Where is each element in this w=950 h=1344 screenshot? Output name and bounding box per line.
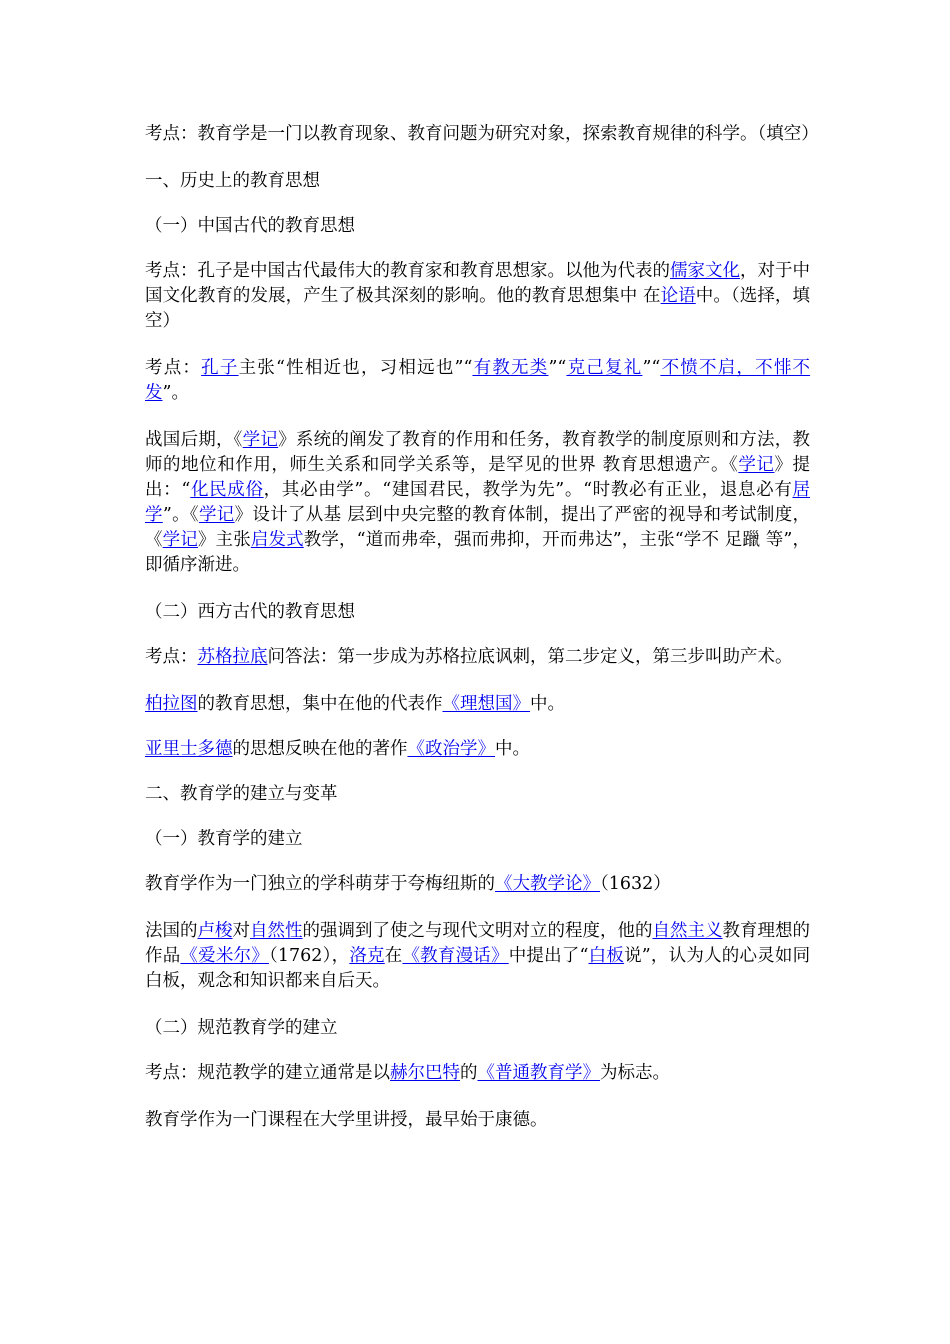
hyperlink[interactable]: 《教育漫话》: [402, 946, 509, 966]
hyperlink[interactable]: 学记: [162, 530, 198, 550]
text-run: 在: [384, 946, 403, 966]
text-run: 中提出了“: [508, 946, 589, 966]
document-page: [145, 122, 819, 1155]
text-run: （一）中国古代的教育思想: [145, 216, 355, 236]
text-run: 考点：孔子是中国古代最伟大的教育家和教育思想家。以他为代表的: [145, 261, 670, 281]
hyperlink[interactable]: 化民成俗: [190, 480, 264, 500]
text-run: ”。《: [162, 505, 199, 525]
text-run: 中。: [530, 694, 565, 714]
text-run: 教育理想的作品: [145, 921, 810, 966]
text-run: 说”，认为人的心灵如同白板，观念和知识都来自后天。: [145, 946, 811, 991]
text-run: 教育学作为一门独立的学科萌芽于夸梅纽斯的: [145, 874, 495, 894]
text-run: 的思想反映在他的著作: [232, 739, 408, 759]
hyperlink[interactable]: 《爱米尔》: [180, 946, 269, 966]
text-run: 问答法：第一步成为苏格拉底讽刺，第二步定义，第三步叫助产术。: [267, 647, 793, 667]
paragraph-confucius-views: [145, 356, 810, 406]
text-run: 中。（选择，填空）: [145, 286, 811, 331]
text-run: 的: [460, 1063, 478, 1083]
paragraph-rousseau-locke: [145, 919, 810, 994]
paragraph-kant: [145, 1108, 810, 1133]
text-run: ”“: [642, 358, 661, 378]
paragraph-comenius: [145, 872, 810, 897]
text-run: （二）规范教育学的建立: [145, 1018, 338, 1038]
text-run: 为标志。: [600, 1063, 670, 1083]
text-run: 考点：: [145, 358, 202, 378]
paragraph-confucius: [145, 259, 810, 334]
text-run: 考点：规范教学的建立通常是以: [145, 1063, 390, 1083]
text-run: 二、教育学的建立与变革: [145, 784, 338, 804]
text-run: 》提出：“: [145, 455, 811, 500]
hyperlink[interactable]: 自然性: [250, 921, 303, 941]
hyperlink[interactable]: 《理想国》: [442, 694, 530, 714]
hyperlink[interactable]: 《政治学》: [407, 739, 495, 759]
hyperlink[interactable]: 儒家文化: [670, 261, 740, 281]
section-heading-establishment: [145, 782, 810, 807]
text-run: 考点：教育学是一门以教育现象、教育问题为研究对象，探索教育规律的科学。（填空）: [145, 124, 819, 144]
text-run: 战国后期，《: [145, 430, 243, 450]
hyperlink[interactable]: 卢梭: [197, 921, 233, 941]
text-run: ，其必由学”。“建国君民，教学为先”。“时教必有正业，退息必有: [263, 480, 793, 500]
paragraph-plato: [145, 692, 810, 717]
subsection-heading-west: [145, 600, 810, 625]
hyperlink[interactable]: 学记: [242, 430, 279, 450]
hyperlink[interactable]: 启发式: [250, 530, 304, 550]
text-run: 考点：: [145, 647, 198, 667]
hyperlink[interactable]: 《大教学论》: [495, 874, 600, 894]
subsection-heading-china: [145, 214, 810, 239]
hyperlink[interactable]: 苏格拉底: [197, 647, 268, 667]
text-run: ”。: [162, 383, 189, 403]
text-run: ，对于中国文化教育的发展，产生了极其深刻的影响。他的教育思想集中 在: [145, 261, 810, 306]
paragraph-exam-point-definition: [145, 122, 819, 147]
text-run: 法国的: [145, 921, 198, 941]
hyperlink[interactable]: 赫尔巴特: [390, 1063, 460, 1083]
text-run: 》系统的阐发了教育的作用和任务，教育教学的制度原则和方法，教师的地位和作用，师生关系和同学关系等，是罕见的世界 教育思想遗产。《: [145, 430, 811, 475]
text-run: ”“: [548, 358, 567, 378]
text-run: （1762），: [268, 946, 350, 966]
section-heading-history: [145, 169, 810, 194]
hyperlink[interactable]: 自然主义: [652, 921, 723, 941]
text-run: 》设计了从基 层到中央完整的教育体制，提出了严密的视导和考试制度，《: [145, 505, 811, 550]
hyperlink[interactable]: 亚里士多德: [145, 739, 233, 759]
hyperlink[interactable]: 学记: [198, 505, 235, 525]
hyperlink[interactable]: 克己复礼: [566, 358, 643, 378]
text-run: （1632）: [600, 874, 671, 894]
subsection-heading-normative: [145, 1016, 810, 1041]
text-run: 对: [232, 921, 250, 941]
text-run: 中。: [495, 739, 530, 759]
hyperlink[interactable]: 学记: [738, 455, 775, 475]
hyperlink[interactable]: 论语: [660, 286, 696, 306]
paragraph-aristotle: [145, 737, 810, 762]
hyperlink[interactable]: 《普通教育学》: [477, 1063, 600, 1083]
text-run: 》主张: [197, 530, 251, 550]
paragraph-herbart: [145, 1061, 810, 1086]
hyperlink[interactable]: 居学: [145, 480, 810, 525]
subsection-heading-establishment: [145, 827, 810, 852]
paragraph-socrates: [145, 645, 810, 670]
paragraph-xueji: [145, 428, 810, 578]
text-run: （二）西方古代的教育思想: [145, 602, 355, 622]
text-run: 主张“性相近也，习相远也”“: [238, 358, 473, 378]
text-run: 教育学作为一门课程在大学里讲授，最早始于康德。: [145, 1110, 548, 1130]
hyperlink[interactable]: 柏拉图: [145, 694, 198, 714]
text-run: 的教育思想，集中在他的代表作: [197, 694, 443, 714]
hyperlink[interactable]: 白板: [588, 946, 625, 966]
text-run: 一、历史上的教育思想: [145, 171, 320, 191]
hyperlink[interactable]: 有教无类: [472, 358, 549, 378]
hyperlink[interactable]: 不愤不启，不悱不发: [145, 358, 811, 403]
text-run: 的强调到了使之与现代文明对立的程度，他的: [302, 921, 653, 941]
hyperlink[interactable]: 洛克: [349, 946, 385, 966]
text-run: （一）教育学的建立: [145, 829, 303, 849]
text-run: 教学，“道而弗牵，强而弗抑，开而弗达”，主张“学不 足躐 等”，即循序渐进。: [145, 530, 810, 575]
hyperlink[interactable]: 孔子: [201, 358, 239, 378]
